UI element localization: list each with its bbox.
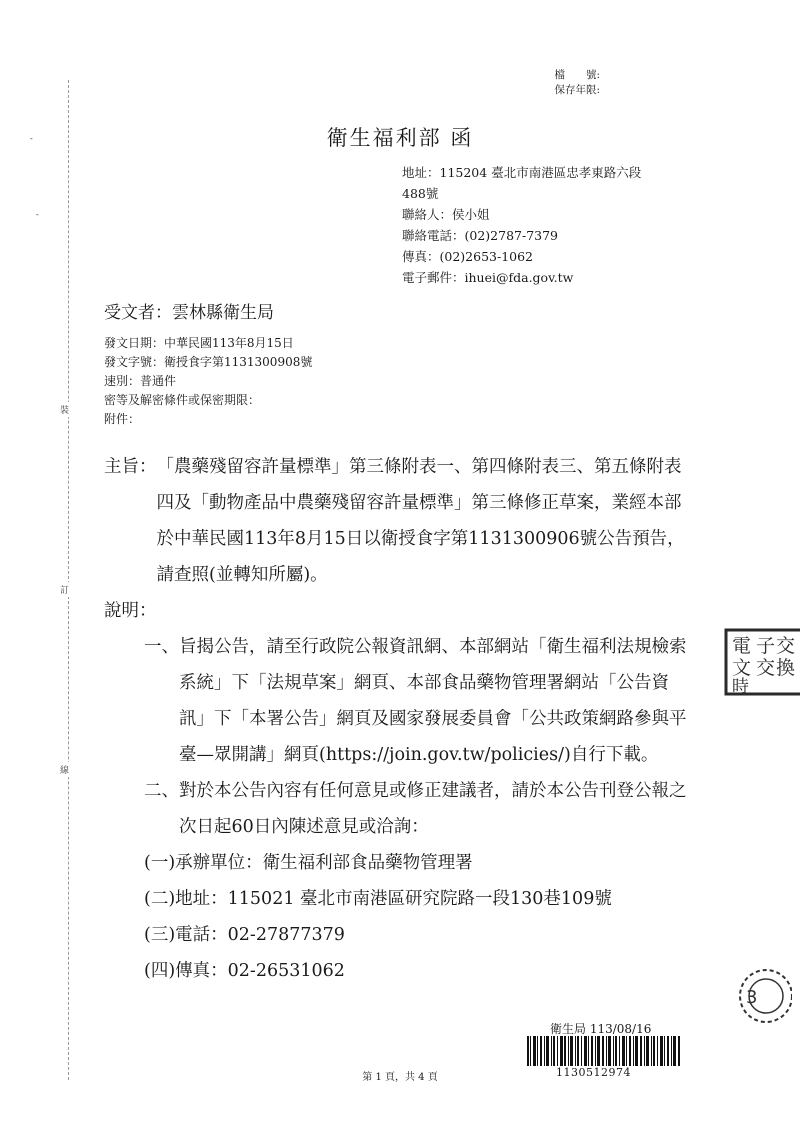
document-title: 衛生福利部 函: [326, 126, 474, 150]
issue-date: 發文日期：中華民國113年8月15日: [104, 336, 294, 350]
explanation-item-number: 一、: [144, 637, 179, 657]
attachment-label: 附件：: [104, 412, 141, 426]
contact-sub-item: (三)電話：02-27877379: [144, 925, 345, 945]
contact-sub-item: (一)承辦單位：衛生福利部食品藥物管理署: [144, 853, 473, 873]
binding-line: [68, 80, 69, 1080]
svg-text:子: 子: [756, 635, 776, 657]
sender-phone: 聯絡電話：(02)2787-7379: [402, 228, 559, 243]
explanation-item-text: 旨揭公告，請至行政院公報資訊網、本部網站「衛生福利法規檢索系統」下「法規草案」網頁、本部食品藥物管理署網站「公告資訊」下「本署公告」網頁及國家發展委員會「公共政策網路參與平臺—眾開講」網頁(https://join.gov.tw/policies/)自行下載。: [179, 637, 687, 765]
svg-text:換: 換: [776, 657, 796, 679]
document-number: 發文字號：衛授食字第1131300908號: [104, 355, 313, 369]
svg-text:交: 交: [756, 657, 776, 679]
electronic-exchange-seal: [724, 624, 800, 700]
subject-label: 主旨：: [104, 457, 157, 477]
retention-period-label: 保存年限:: [554, 84, 600, 96]
round-stamp: [732, 966, 792, 1026]
delivery-speed: 速別：普通件: [104, 374, 177, 388]
contact-sub-item: (四)傳真：02-26531062: [144, 961, 345, 981]
archive-labels: [554, 68, 600, 98]
document-meta: [104, 334, 312, 429]
barcode-number: 1130512974: [556, 1066, 631, 1079]
binding-mark-zhuang: 裝: [60, 402, 69, 417]
edge-dot: -: [36, 210, 39, 219]
page-footer: 第 1 頁，共 4 頁: [362, 1072, 438, 1083]
sender-fax: 傳真：(02)2653-1062: [402, 249, 534, 264]
binding-mark-ding: 訂: [60, 582, 69, 597]
sender-address-line-1: 地址：115204 臺北市南港區忠孝東路六段: [402, 165, 642, 180]
explanation-item: [144, 773, 694, 845]
binding-mark-xian: 線: [60, 762, 69, 777]
subject-section: [104, 449, 694, 593]
sender-info: [402, 162, 712, 288]
sender-contact: 聯絡人：侯小姐: [402, 207, 490, 222]
explanation-item-number: 二、: [144, 781, 179, 801]
svg-text:文: 文: [732, 657, 752, 679]
svg-text:交: 交: [776, 635, 796, 657]
sender-email: 電子郵件：ihuei@fda.gov.tw: [402, 270, 574, 285]
edge-dot: -: [30, 134, 33, 143]
seal-graphic: [724, 624, 800, 700]
explanation-item-text: 對於本公告內容有任何意見或修正建議者，請於本公告刊登公報之次日起60日內陳述意見或洽詢：: [179, 781, 687, 837]
svg-text:3: 3: [746, 987, 758, 1008]
sender-address-line-2: 488號: [402, 186, 439, 201]
explanation-label: 說明：: [104, 601, 157, 621]
explanation-item: [144, 629, 694, 773]
file-number-label: 檔 號:: [554, 69, 600, 81]
barcode: [527, 1036, 681, 1066]
secrecy-level: 密等及解密條件或保密期限：: [104, 393, 261, 407]
contact-sub-item: (二)地址：115021 臺北市南港區研究院路一段130巷109號: [144, 889, 612, 909]
svg-text:電: 電: [732, 635, 752, 657]
document-body: [104, 449, 694, 989]
receipt-stamp-date: 衛生局 113/08/16: [550, 1022, 652, 1036]
svg-text:時: 時: [732, 677, 749, 697]
recipient: 受文者：雲林縣衛生局: [104, 303, 274, 323]
subject-text: 「農藥殘留容許量標準」第三條附表一、第四條附表三、第五條附表四及「動物產品中農藥殘留容許量標準」第三條修正草案，業經本部於中華民國113年8月15日以衛授食字第1131300906號公告預告，請查照(並轉知所屬)。: [156, 457, 685, 585]
